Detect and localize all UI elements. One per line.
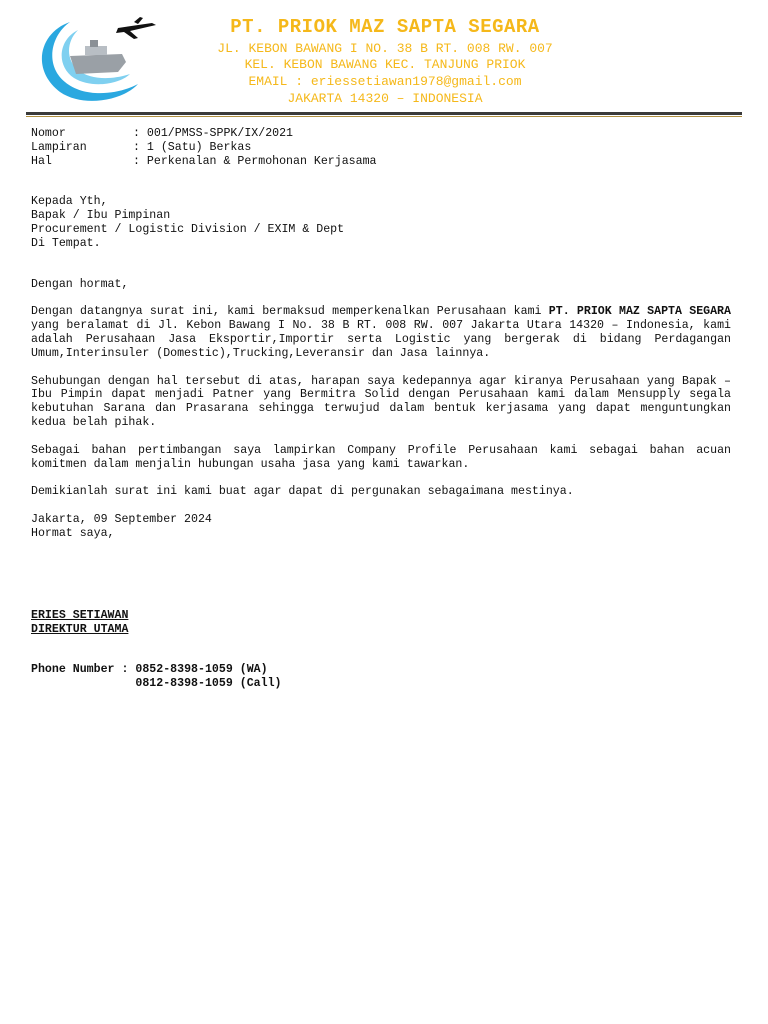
meta-row-nomor bbox=[31, 127, 731, 141]
meta-row-hal bbox=[31, 155, 731, 169]
company-name: PT. PRIOK MAZ SAPTA SEGARA bbox=[230, 16, 540, 38]
recipient-line: Procurement / Logistic Division / EXIM & Dept bbox=[31, 222, 345, 236]
meta-label: Hal bbox=[31, 154, 52, 168]
company-city: JAKARTA 14320 – INDONESIA bbox=[287, 91, 483, 106]
closing-phrase: Hormat saya, bbox=[31, 526, 115, 540]
paragraph-introduction bbox=[31, 305, 731, 360]
meta-label: Lampiran bbox=[31, 140, 87, 154]
company-logo-icon bbox=[30, 14, 160, 106]
company-email: EMAIL : eriessetiawan1978@gmail.com bbox=[248, 74, 522, 89]
phone-number-wa: 0852-8398-1059 (WA) bbox=[135, 663, 268, 677]
phone-numbers bbox=[135, 663, 281, 691]
signer-name: ERIES SETIAWAN bbox=[31, 608, 129, 622]
letterhead-divider bbox=[26, 112, 742, 115]
letterhead-divider-thin bbox=[26, 116, 742, 117]
recipient-line: Bapak / Ibu Pimpinan bbox=[31, 209, 171, 223]
meta-row-lampiran bbox=[31, 141, 731, 155]
company-address-line1: JL. KEBON BAWANG I NO. 38 B RT. 008 RW. 007 bbox=[217, 41, 553, 56]
paragraph-attachment: Sebagai bahan pertimbangan saya lampirkan Company Profile Perusahaan kami sebagai bahan acuan komitmen dalam menjalin hubungan usaha jasa yang kami tawarkan. bbox=[31, 443, 731, 471]
paragraph-text: yang beralamat di Jl. Kebon Bawang I No. 38 B RT. 008 RW. 007 Jakarta Utara 14320 – Indonesia, kami adalah Perusahaan Jasa Eksportir,Importir serta Logistic yang bergerak di bidang Perdagangan Umum,Interinsuler (Domestic),Trucking,Leveransir dan Jasa lainnya. bbox=[31, 319, 731, 360]
paragraph-closing: Demikianlah surat ini kami buat agar dapat di pergunakan sebagaimana mestinya. bbox=[31, 485, 574, 499]
meta-value: : Perkenalan & Permohonan Kerjasama bbox=[133, 154, 377, 168]
meta-value: : 001/PMSS-SPPK/IX/2021 bbox=[133, 127, 294, 140]
paragraph-text: Dengan datangnya surat ini, kami bermaksud memperkenalkan Perusahaan kami bbox=[31, 305, 549, 319]
meta-label: Nomor bbox=[31, 127, 66, 140]
paragraph-purpose: Sehubungan dengan hal tersebut di atas, harapan saya kedepannya agar kiranya Perusahaan yang Bapak – Ibu Pimpin dapat menjadi Patner yang Bermitra Solid dengan Perusahaan kami dalam Mensupply segala kebutuhan Sarana dan Prasarana sehingga terwujud dalam bentuk kerjasama yang dapat menguntungkan kedua belah pihak. bbox=[31, 374, 731, 429]
letter-body bbox=[31, 127, 731, 691]
meta-value: : 1 (Satu) Berkas bbox=[133, 140, 252, 154]
phone-number-call: 0812-8398-1059 (Call) bbox=[135, 677, 282, 691]
phone-block bbox=[31, 663, 731, 691]
signer-title: DIREKTUR UTAMA bbox=[31, 622, 129, 636]
company-name-inline: PT. PRIOK MAZ SAPTA SEGARA bbox=[548, 305, 731, 319]
phone-label: Phone Number : bbox=[31, 663, 136, 677]
recipient-line: Kepada Yth, bbox=[31, 195, 108, 209]
company-address-line2: KEL. KEBON BAWANG KEC. TANJUNG PRIOK bbox=[244, 57, 526, 72]
salutation: Dengan hormat, bbox=[31, 277, 129, 291]
recipient-line: Di Tempat. bbox=[31, 236, 101, 250]
letter-date: Jakarta, 09 September 2024 bbox=[31, 513, 212, 527]
